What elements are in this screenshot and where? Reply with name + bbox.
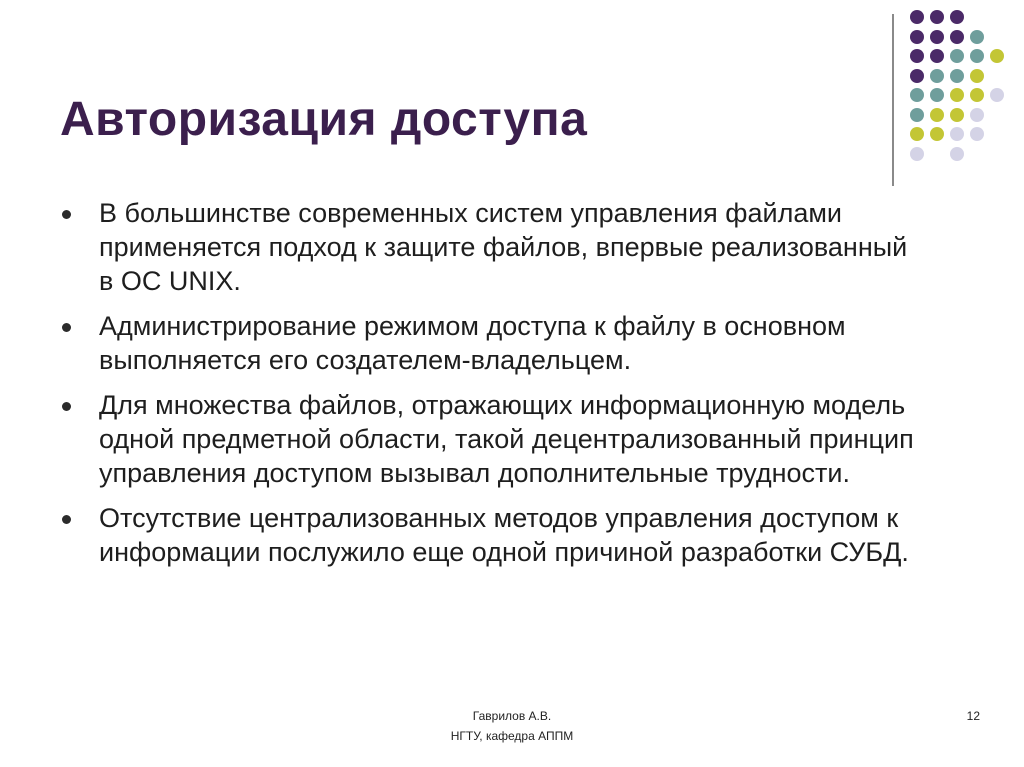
dot-pattern-decoration: [900, 10, 1010, 160]
bullet-dot-icon: [62, 210, 71, 219]
dot-purple-icon: [910, 49, 924, 63]
dot-purple-icon: [930, 30, 944, 44]
dot-lime-icon: [950, 108, 964, 122]
bullet-item: [60, 388, 920, 490]
dot-lime-icon: [930, 127, 944, 141]
bullet-text: Отсутствие централизованных методов управления доступом к информации послужило еще одной причиной разработки СУБД.: [99, 503, 909, 567]
dot-lavender-icon: [970, 127, 984, 141]
dot-purple-icon: [910, 30, 924, 44]
dot-lavender-icon: [950, 147, 964, 161]
dot-teal-icon: [970, 30, 984, 44]
slide-title: Авторизация доступа: [60, 93, 588, 146]
dot-teal-icon: [930, 69, 944, 83]
dot-teal-icon: [950, 49, 964, 63]
dot-purple-icon: [950, 30, 964, 44]
bullet-dot-icon: [62, 515, 71, 524]
dot-lime-icon: [990, 49, 1004, 63]
footer-author: Гаврилов А.В.: [472, 709, 552, 723]
dot-teal-icon: [970, 49, 984, 63]
dot-lavender-icon: [970, 108, 984, 122]
dot-lavender-icon: [910, 147, 924, 161]
divider-line: [892, 14, 894, 186]
dot-teal-icon: [910, 108, 924, 122]
bullet-item: [60, 196, 920, 298]
dot-lime-icon: [910, 127, 924, 141]
bullet-item: [60, 309, 920, 377]
dot-lime-icon: [970, 69, 984, 83]
bullet-text: Администрирование режимом доступа к файлу в основном выполняется его создателем-владельцем.: [99, 311, 846, 375]
bullet-dot-icon: [62, 402, 71, 411]
dot-purple-icon: [950, 10, 964, 24]
dot-lime-icon: [970, 88, 984, 102]
page-number: 12: [966, 709, 980, 723]
bullet-item: [60, 501, 920, 569]
dot-purple-icon: [930, 49, 944, 63]
footer-organization: НГТУ, кафедра АППМ: [450, 729, 574, 743]
bullet-text: В большинстве современных систем управления файлами применяется подход к защите файлов, впервые реализованный в ОС UNIX.: [99, 198, 908, 296]
dot-lavender-icon: [950, 127, 964, 141]
dot-purple-icon: [930, 10, 944, 24]
dot-lavender-icon: [990, 88, 1004, 102]
bullet-dot-icon: [62, 323, 71, 332]
dot-lime-icon: [950, 88, 964, 102]
dot-lime-icon: [930, 108, 944, 122]
dot-purple-icon: [910, 10, 924, 24]
dot-teal-icon: [910, 88, 924, 102]
footer: [412, 706, 612, 746]
bullet-text: Для множества файлов, отражающих информационную модель одной предметной области, такой децентрализованный принцип управления доступом вызывал дополнительные трудности.: [99, 390, 914, 488]
dot-purple-icon: [910, 69, 924, 83]
dot-teal-icon: [950, 69, 964, 83]
dot-teal-icon: [930, 88, 944, 102]
bullet-list: [60, 196, 920, 580]
